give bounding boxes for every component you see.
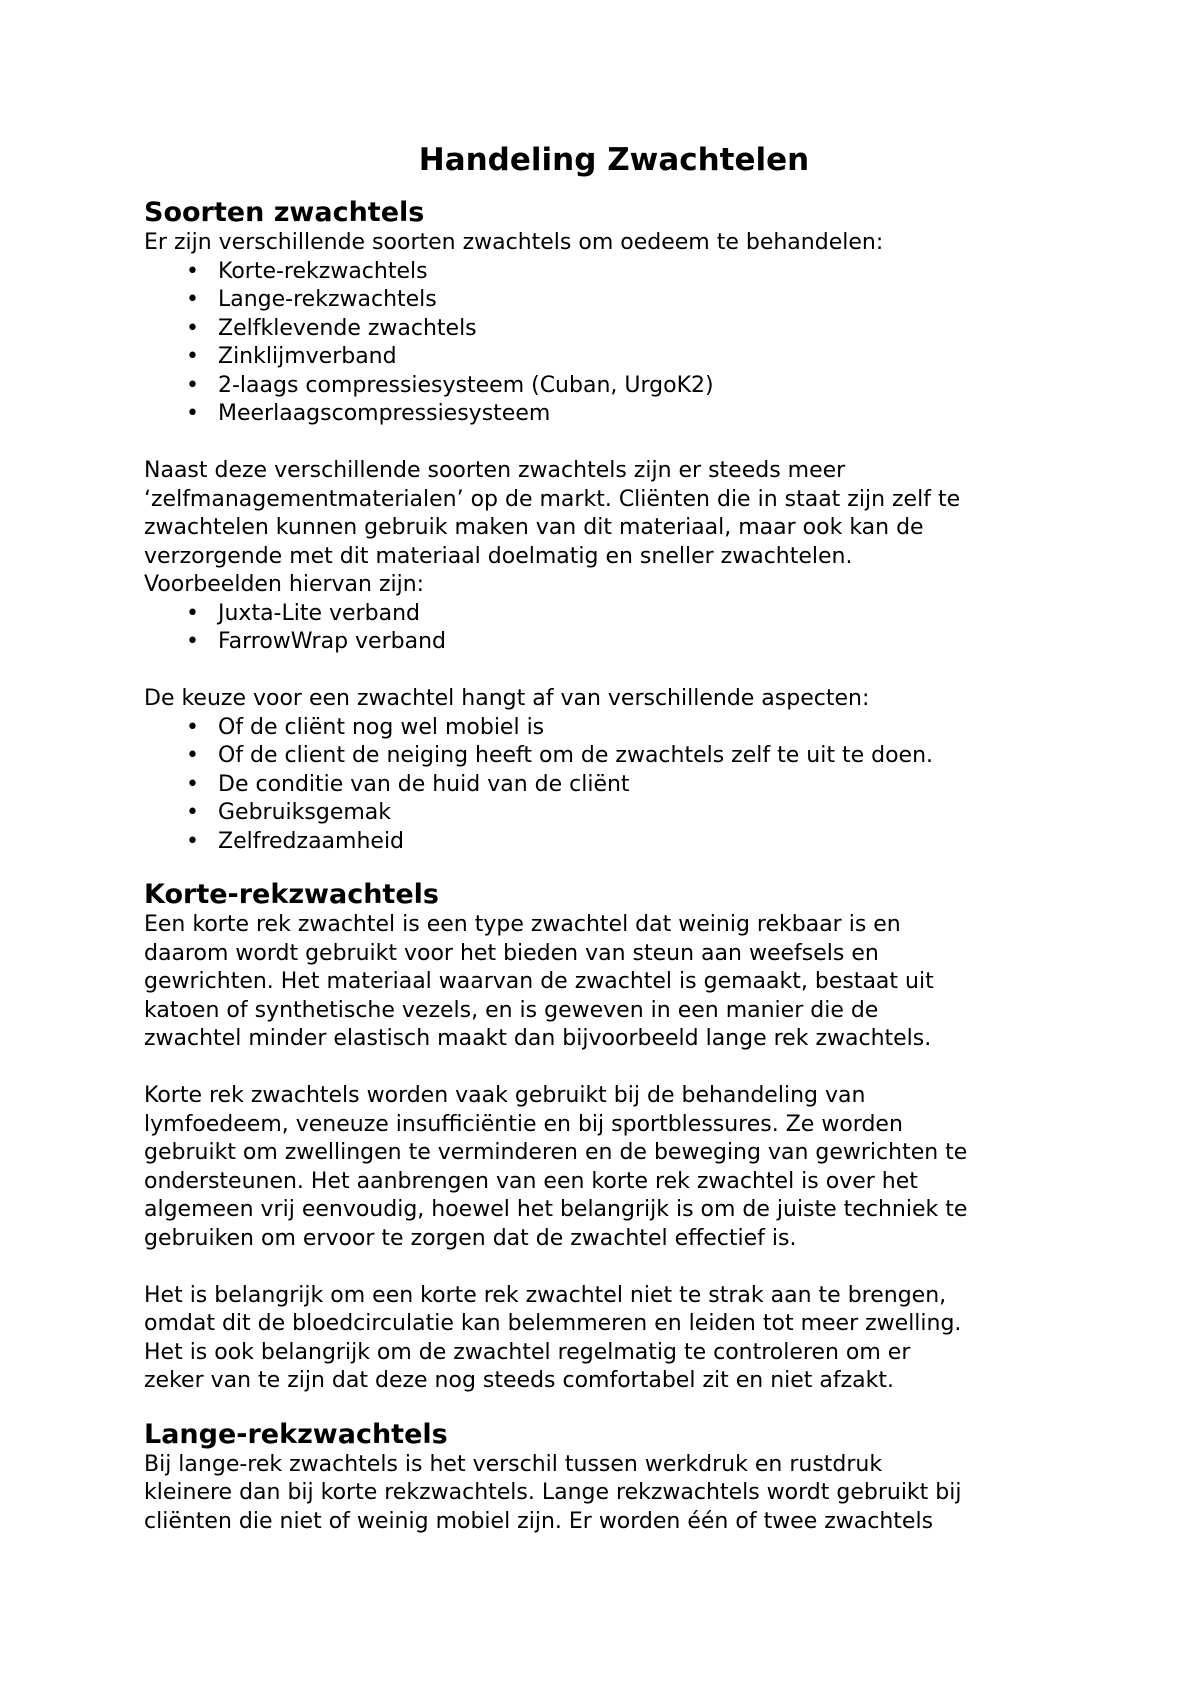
document-body: [144, 140, 1084, 1536]
text-line: Het is belangrijk om een korte rek zwachtel niet te strak aan te brengen,: [144, 1282, 947, 1308]
text-line: zeker van te zijn dat deze nog steeds comfortabel zit en niet afzakt.: [144, 1368, 895, 1393]
section-heading-lange-rek: Lange-rekzwachtels: [144, 1418, 448, 1450]
document-title: Handeling Zwachtelen: [418, 142, 810, 178]
section-intro: Er zijn verschillende soorten zwachtels om oedeem te behandelen:: [144, 230, 884, 255]
bullet: •: [186, 258, 199, 284]
text-line: katoen of synthetische vezels, en is geweven in een manier die de: [144, 997, 879, 1023]
lange-rek-paragraph-1: [144, 1451, 1084, 1537]
list-item: • Meerlaagscompressiesysteem: [144, 400, 1084, 429]
bullet: •: [186, 743, 199, 768]
list-item: • Zinklijmverband: [144, 343, 1084, 372]
bullet: •: [186, 828, 199, 854]
bullet: •: [186, 344, 199, 369]
text-line: cliënten die niet of weinig mobiel zijn. Er worden één of twee zwachtels: [144, 1508, 934, 1534]
text-line: lymfoedeem, veneuze insufficiëntie en bij sportblessures. Ze worden: [144, 1111, 903, 1137]
list-item: • De conditie van de huid van de cliënt: [144, 771, 1084, 800]
list-item: • Of de cliënt nog wel mobiel is: [144, 714, 1084, 743]
text-line: Naast deze verschillende soorten zwachtels zijn er steeds meer: [144, 458, 846, 483]
bullet: •: [186, 315, 199, 341]
text-line: kleinere dan bij korte rekzwachtels. Lange rekzwachtels wordt gebruikt bij: [144, 1480, 962, 1505]
section-heading-soorten: Soorten zwachtels: [144, 197, 425, 228]
korte-rek-paragraph-1: [144, 911, 1084, 1054]
text-line: gebruiken om ervoor te zorgen dat de zwachtel effectief is.: [144, 1225, 797, 1251]
list-item: • Zelfklevende zwachtels: [144, 315, 1084, 344]
list-item: • FarrowWrap verband: [144, 628, 1084, 657]
text-line: verzorgende met dit materiaal doelmatig en sneller zwachtelen.: [144, 543, 853, 569]
list-item: • Of de client de neiging heeft om de zwachtels zelf te uit te doen.: [144, 742, 1084, 771]
list-item: • Korte-rekzwachtels: [144, 258, 1084, 287]
text-line: ondersteunen. Het aanbrengen van een korte rek zwachtel is over het: [144, 1168, 918, 1194]
bullet: •: [186, 372, 199, 398]
list-item: • Gebruiksgemak: [144, 799, 1084, 828]
aspects-list: [144, 714, 1084, 857]
text-line: ‘zelfmanagementmaterialen’ op de markt. Cliënten die in staat zijn zelf te: [144, 486, 961, 512]
text-line: omdat dit de bloedcirculatie kan belemmeren en leiden tot meer zwelling.: [144, 1311, 962, 1336]
bullet: •: [186, 401, 199, 426]
bullet: •: [186, 629, 199, 654]
text-line: gewrichten. Het materiaal waarvan de zwachtel is gemaakt, bestaat uit: [144, 969, 934, 994]
text-line: zwachtel minder elastisch maakt dan bijvoorbeeld lange rek zwachtels.: [144, 1026, 932, 1051]
text-line: daarom wordt gebruikt voor het bieden van steun aan weefsels en: [144, 940, 879, 966]
text-line: zwachtelen kunnen gebruik maken van dit materiaal, maar ook kan de: [144, 515, 924, 540]
text-line: Korte rek zwachtels worden vaak gebruikt bij de behandeling van: [144, 1083, 866, 1108]
zwachtel-types-list: [144, 258, 1084, 429]
text-line: Een korte rek zwachtel is een type zwachtel dat weinig rekbaar is en: [144, 912, 901, 937]
bullet: •: [186, 800, 199, 825]
section-heading-korte-rek: Korte-rekzwachtels: [144, 879, 439, 910]
text-line: algemeen vrij eenvoudig, hoewel het belangrijk is om de juiste techniek te: [144, 1197, 968, 1222]
choice-intro: De keuze voor een zwachtel hangt af van verschillende aspecten:: [144, 686, 870, 711]
bullet: •: [186, 600, 199, 626]
korte-rek-paragraph-3: [144, 1282, 1084, 1396]
examples-list: [144, 600, 1084, 657]
list-item: • Zelfredzaamheid: [144, 828, 1084, 857]
korte-rek-paragraph-2: [144, 1082, 1084, 1253]
list-item: • Lange-rekzwachtels: [144, 286, 1084, 315]
text-line: Bij lange-rek zwachtels is het verschil tussen werkdruk en rustdruk: [144, 1451, 883, 1477]
bullet: •: [186, 287, 199, 312]
bullet: •: [186, 714, 199, 740]
selfmanagement-paragraph: [144, 457, 1084, 600]
bullet: •: [186, 771, 199, 797]
text-line: Voorbeelden hiervan zijn:: [144, 572, 425, 597]
text-line: Het is ook belangrijk om de zwachtel regelmatig te controleren om er: [144, 1339, 911, 1365]
text-line: gebruikt om zwellingen te verminderen en de beweging van gewrichten te: [144, 1140, 968, 1165]
list-item: • 2-laags compressiesysteem (Cuban, UrgoK2): [144, 372, 1084, 401]
list-item: • Juxta-Lite verband: [144, 600, 1084, 629]
